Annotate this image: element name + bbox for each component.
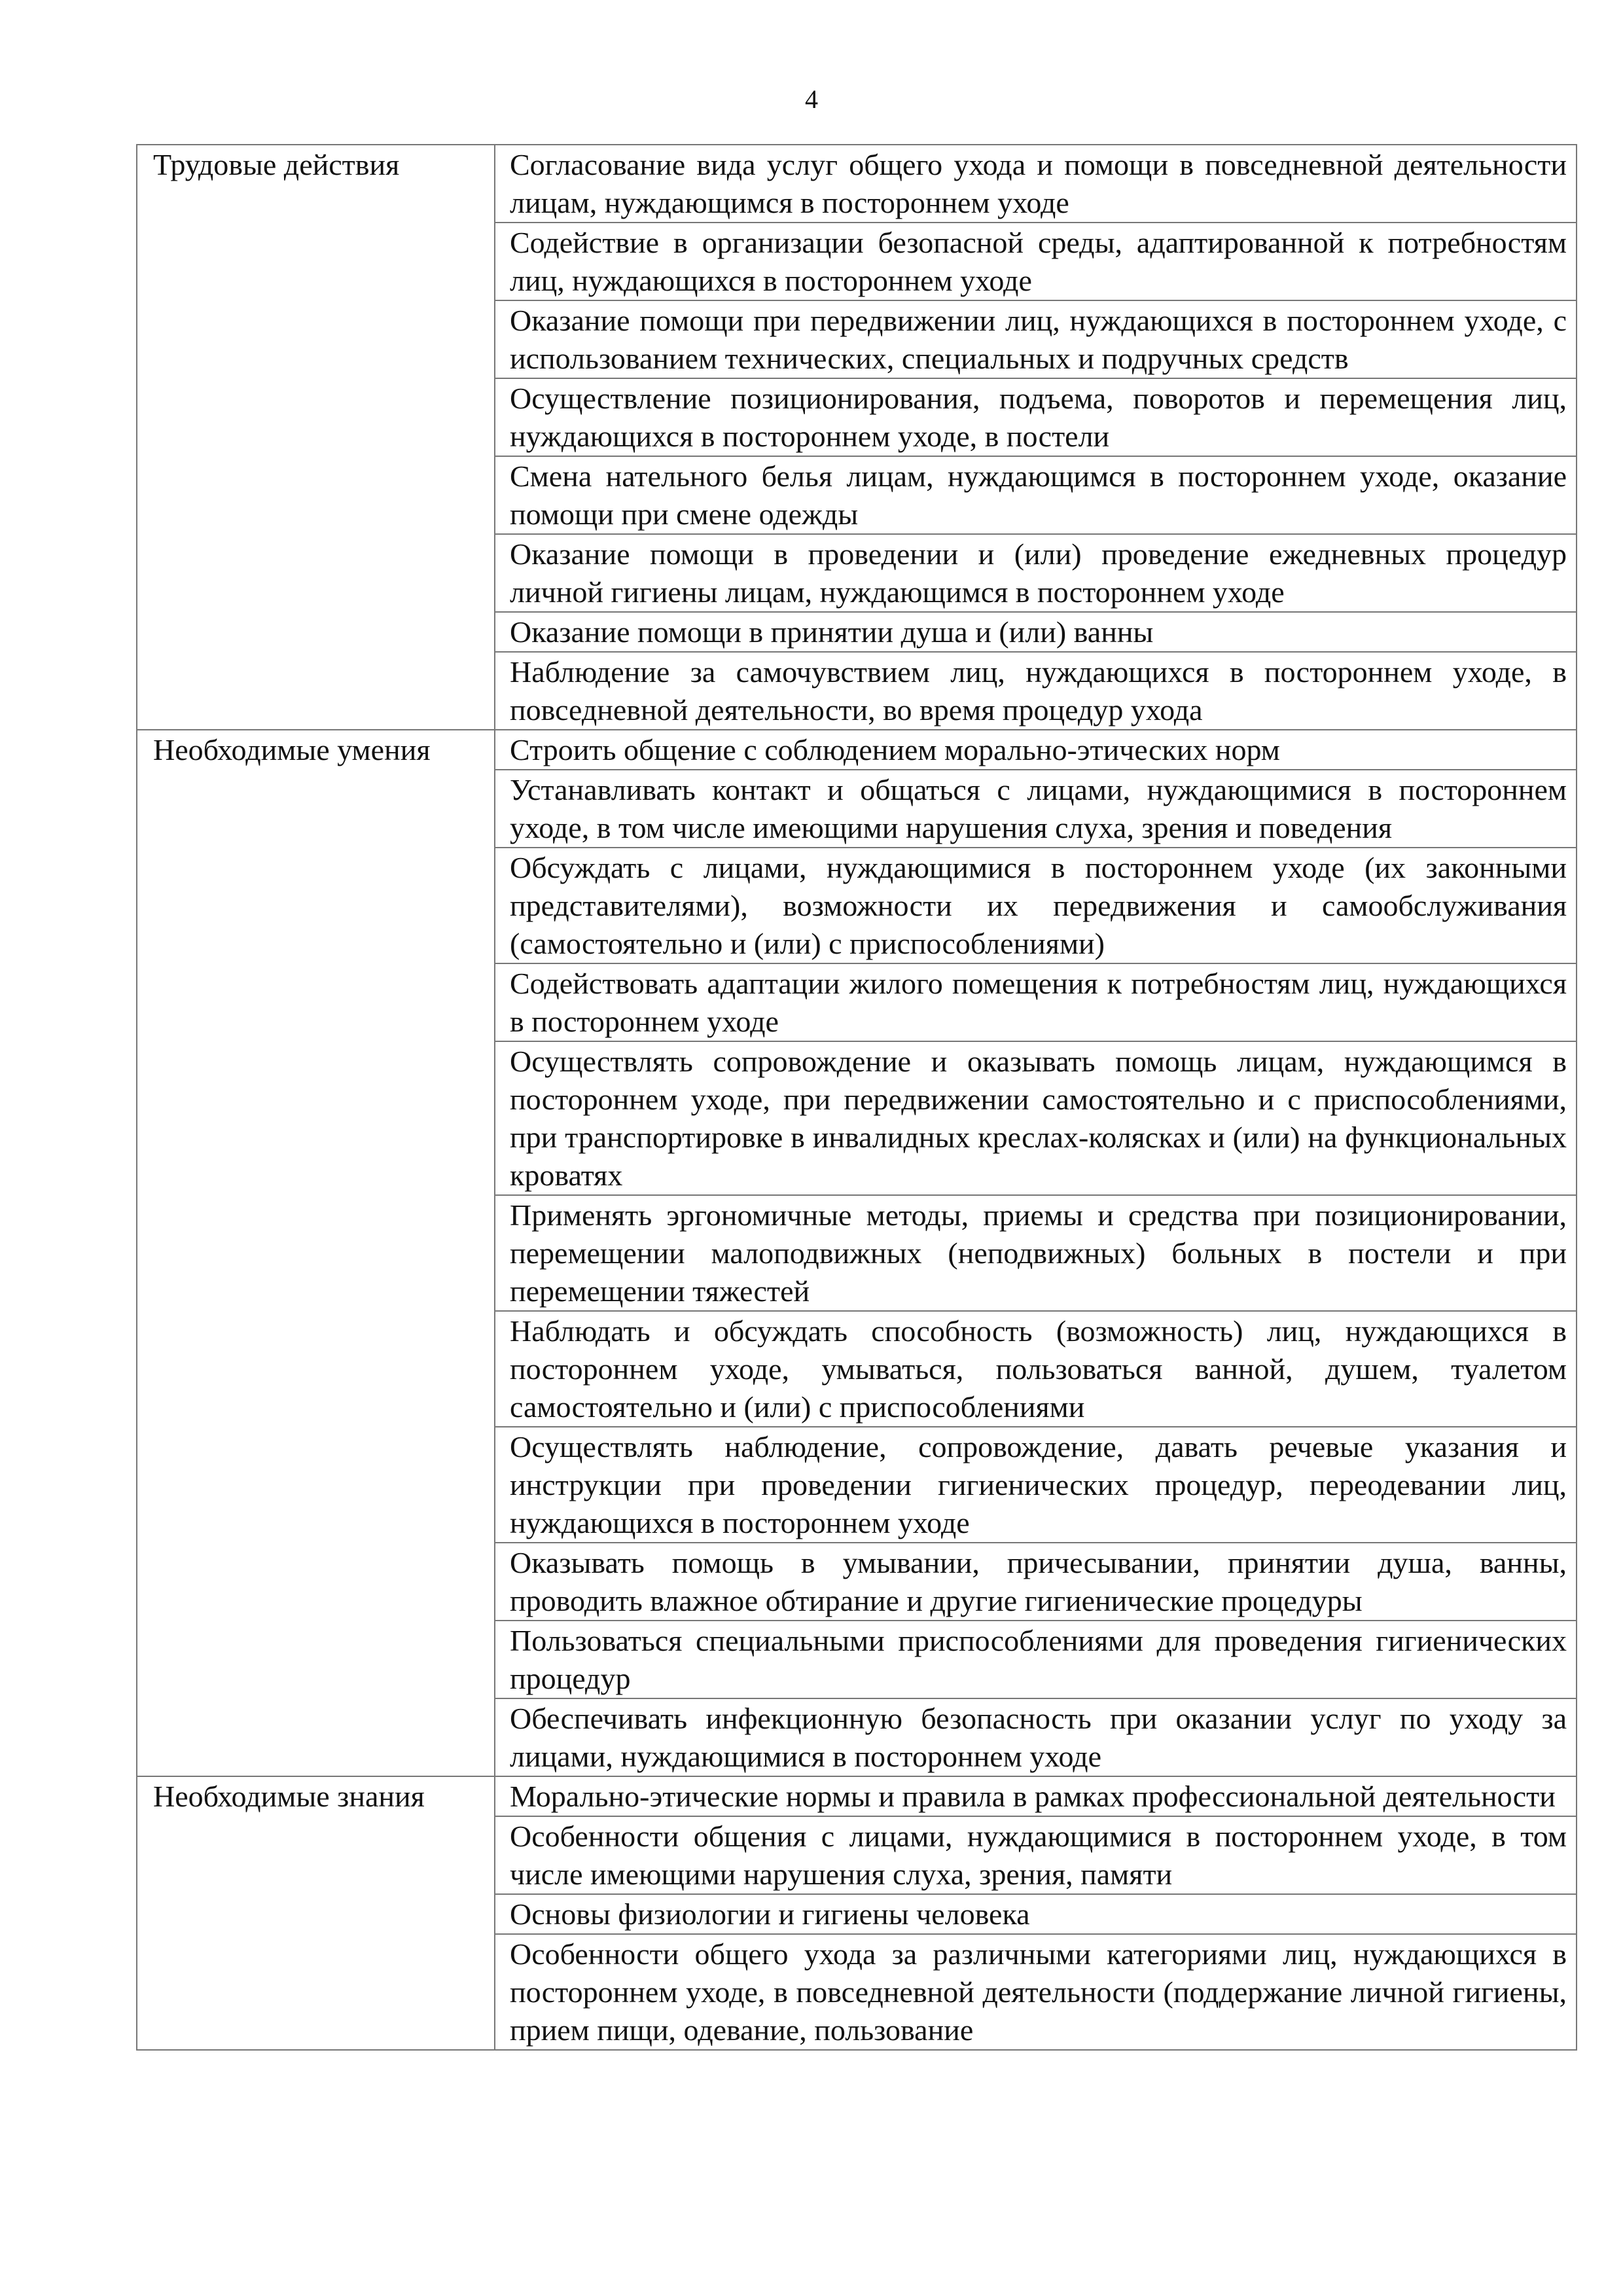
page-number: 4 [805, 84, 818, 114]
competency-table [136, 144, 1577, 2051]
section-label-cell [137, 1776, 495, 2050]
table-cell: Оказание помощи в проведении и (или) проведение ежедневных процедур личной гигиены лицам, нуждающимся в постороннем уходе [495, 534, 1577, 612]
section-label-cell [137, 145, 495, 730]
table-cell: Осуществлять наблюдение, сопровождение, давать речевые указания и инструкции при проведении гигиенических процедур, переодевании лиц, нуждающихся в постороннем уходе [495, 1427, 1577, 1543]
table-cell: Осуществлять сопровождение и оказывать помощь лицам, нуждающимся в постороннем уходе, при передвижении самостоятельно и с приспособлениями, при транспортировке в инвалидных креслах-колясках и (или) на функциональных кроватях [495, 1041, 1577, 1195]
table-cell: Особенности общения с лицами, нуждающимися в постороннем уходе, в том числе имеющими нарушения слуха, зрения, памяти [495, 1816, 1577, 1894]
table-cell: Морально-этические нормы и правила в рамках профессиональной деятельности [495, 1776, 1577, 1816]
table-cell: Смена нательного белья лицам, нуждающимся в постороннем уходе, оказание помощи при смене одежды [495, 456, 1577, 534]
section-label: Необходимые знания [153, 1780, 425, 1813]
table-cell: Содействие в организации безопасной среды, адаптированной к потребностям лиц, нуждающихся в постороннем уходе [495, 223, 1577, 300]
table-cell: Осуществление позиционирования, подъема, поворотов и перемещения лиц, нуждающихся в постороннем уходе, в постели [495, 378, 1577, 456]
table-cell: Оказание помощи при передвижении лиц, нуждающихся в постороннем уходе, с использованием технических, специальных и подручных средств [495, 300, 1577, 378]
section-label: Необходимые умения [153, 733, 431, 766]
table-row [137, 1776, 1577, 1816]
table-cell: Применять эргономичные методы, приемы и средства при позиционировании, перемещении малоподвижных (неподвижных) больных в постели и при перемещении тяжестей [495, 1195, 1577, 1311]
table-cell: Устанавливать контакт и общаться с лицами, нуждающимися в постороннем уходе, в том числе имеющими нарушения слуха, зрения и поведения [495, 770, 1577, 848]
table-cell: Наблюдение за самочувствием лиц, нуждающихся в постороннем уходе, в повседневной деятельности, во время процедур ухода [495, 652, 1577, 730]
table-cell: Основы физиологии и гигиены человека [495, 1894, 1577, 1934]
table-cell: Согласование вида услуг общего ухода и помощи в повседневной деятельности лицам, нуждающимся в постороннем уходе [495, 145, 1577, 223]
table-cell: Обеспечивать инфекционную безопасность при оказании услуг по уходу за лицами, нуждающимися в постороннем уходе [495, 1698, 1577, 1776]
table-cell: Оказывать помощь в умывании, причесывании, принятии душа, ванны, проводить влажное обтирание и другие гигиенические процедуры [495, 1543, 1577, 1621]
table-cell: Особенности общего ухода за различными категориями лиц, нуждающихся в постороннем уходе, в повседневной деятельности (поддержание личной гигиены, прием пищи, одевание, пользование [495, 1934, 1577, 2050]
table-row [137, 145, 1577, 223]
table-cell: Содействовать адаптации жилого помещения к потребностям лиц, нуждающихся в постороннем уходе [495, 963, 1577, 1041]
table-cell: Наблюдать и обсуждать способность (возможность) лиц, нуждающихся в постороннем уходе, умываться, пользоваться ванной, душем, туалетом самостоятельно и (или) с приспособлениями [495, 1311, 1577, 1427]
table-cell: Оказание помощи в принятии душа и (или) ванны [495, 612, 1577, 652]
table-cell: Обсуждать с лицами, нуждающимися в постороннем уходе (их законными представителями), возможности их передвижения и самообслуживания (самостоятельно и (или) с приспособлениями) [495, 848, 1577, 963]
section-label: Трудовые действия [153, 148, 400, 181]
table-row [137, 730, 1577, 770]
table-cell: Строить общение с соблюдением морально-этических норм [495, 730, 1577, 770]
table-cell: Пользоваться специальными приспособлениями для проведения гигиенических процедур [495, 1621, 1577, 1698]
section-label-cell [137, 730, 495, 1776]
